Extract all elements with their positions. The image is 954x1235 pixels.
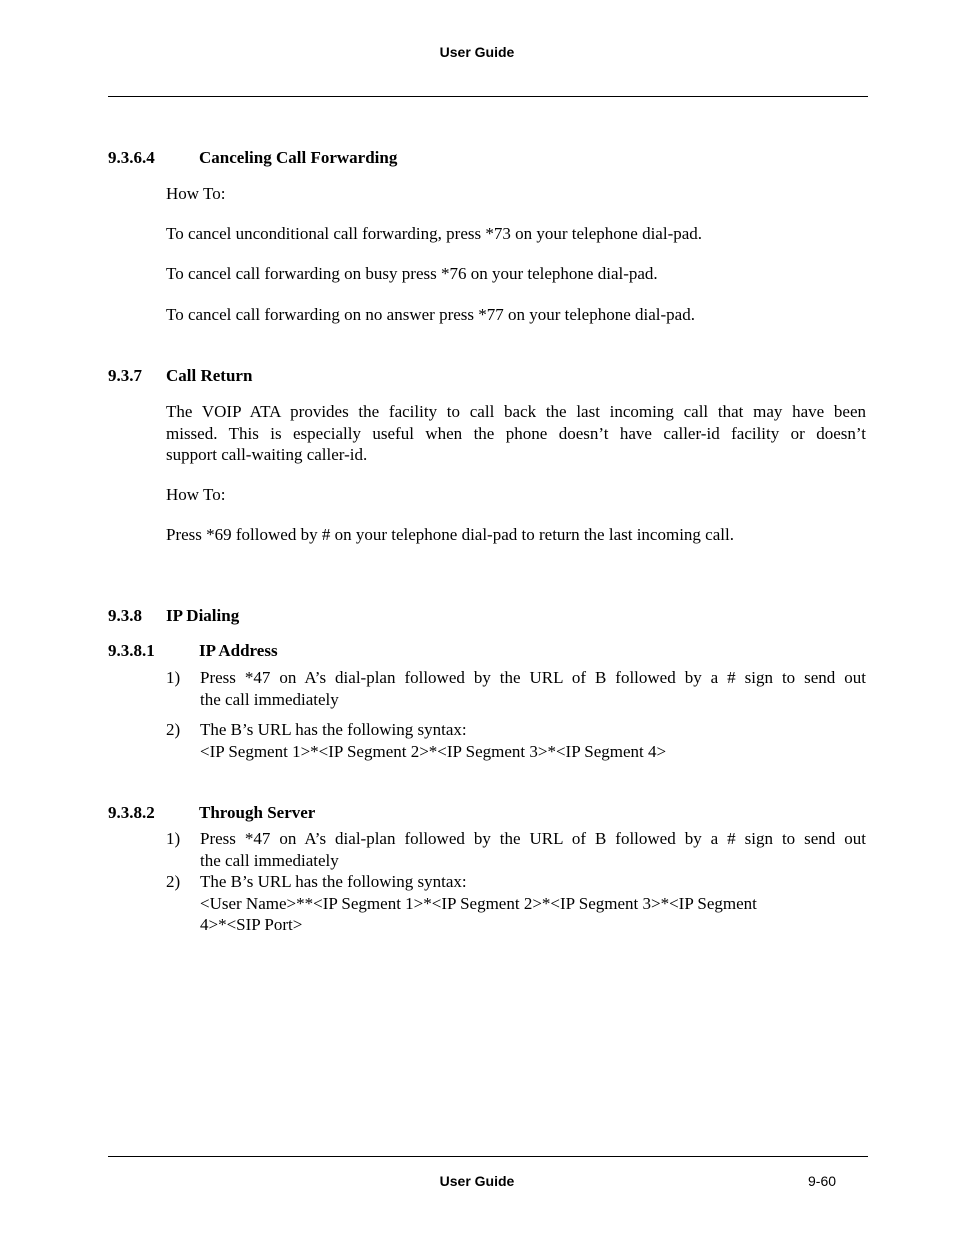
paragraph: To cancel unconditional call forwarding, press *73 on your telephone dial-pad.: [166, 224, 703, 243]
section-number: 9.3.8.2: [108, 803, 155, 822]
list-marker: 1): [166, 668, 181, 687]
list-item-line: 4>*<SIP Port>: [200, 915, 303, 934]
page-footer-title: User Guide: [439, 1173, 515, 1189]
section-title: Canceling Call Forwarding: [199, 148, 398, 167]
section-number: 9.3.7: [108, 366, 142, 385]
how-to-label: How To:: [166, 485, 226, 504]
list-marker: 1): [166, 829, 181, 848]
list-item-line: the call immediately: [200, 689, 339, 709]
section-title: Through Server: [199, 803, 316, 822]
paragraph: To cancel call forwarding on no answer press *77 on your telephone dial-pad.: [166, 305, 695, 324]
list-item: [200, 719, 866, 762]
paragraph-line: support call-waiting caller-id.: [166, 445, 368, 464]
list-item-line: Press *47 on A’s dial-plan followed by the URL of B followed by a # sign to send out: [200, 829, 866, 848]
paragraph-line: The VOIP ATA provides the facility to call back the last incoming call that may have been: [166, 402, 866, 421]
section-title: IP Address: [199, 641, 278, 660]
list-item: [200, 828, 866, 871]
list-item-line: The B’s URL has the following syntax:: [200, 872, 467, 891]
page-number: 9-60: [808, 1173, 837, 1189]
list-marker: 2): [166, 872, 181, 891]
paragraph: Press *69 followed by # on your telephone dial-pad to return the last incoming call.: [166, 525, 734, 544]
section-title: Call Return: [166, 366, 253, 385]
list-item-line: The B’s URL has the following syntax:: [200, 720, 467, 739]
footer-rule: [108, 1156, 868, 1157]
header-rule: [108, 96, 868, 97]
list-item-line: <User Name>**<IP Segment 1>*<IP Segment 2>*<IP Segment 3>*<IP Segment: [200, 893, 757, 913]
section-number: 9.3.8.1: [108, 641, 155, 660]
how-to-label: How To:: [166, 184, 226, 203]
section-number: 9.3.8: [108, 606, 142, 625]
list-item: [200, 871, 866, 936]
paragraph: To cancel call forwarding on busy press *76 on your telephone dial-pad.: [166, 264, 658, 283]
paragraph: [166, 401, 866, 466]
list-item-line: the call immediately: [200, 850, 339, 870]
list-marker: 2): [166, 720, 181, 739]
section-title: IP Dialing: [166, 606, 240, 625]
page-header-title: User Guide: [439, 44, 515, 60]
list-item-line: <IP Segment 1>*<IP Segment 2>*<IP Segment 3>*<IP Segment 4>: [200, 741, 667, 761]
section-number: 9.3.6.4: [108, 148, 155, 167]
paragraph-line: missed. This is especially useful when the phone doesn’t have caller-id facility or doesn’t: [166, 423, 866, 443]
list-item: [200, 667, 866, 710]
list-item-line: Press *47 on A’s dial-plan followed by the URL of B followed by a # sign to send out: [200, 668, 866, 687]
